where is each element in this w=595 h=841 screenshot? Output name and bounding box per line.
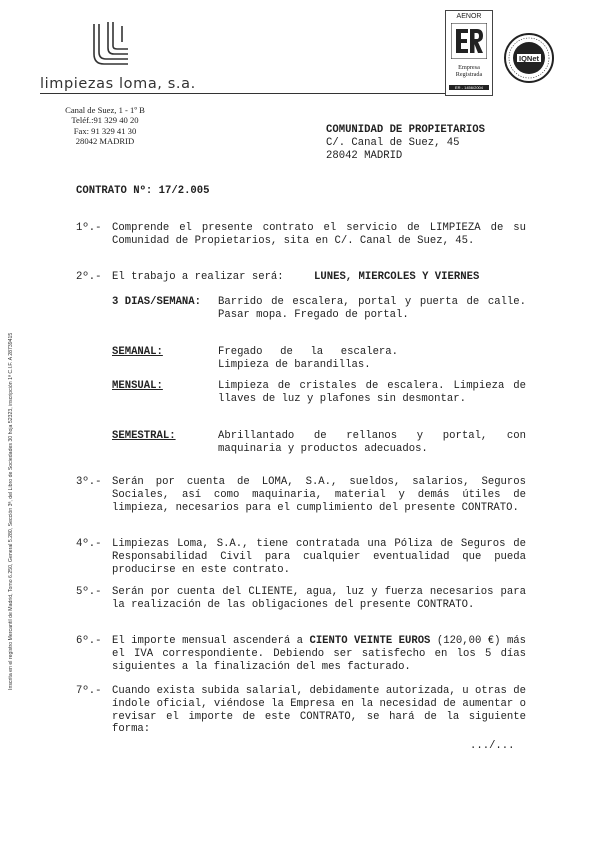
clause-3-number: 3º.- [76,476,102,488]
address-line-4: 28042 MADRID [75,136,135,147]
address-line-1: Canal de Suez, 1 - 1º B [65,105,145,115]
schedule-label: SEMANAL: [112,346,163,358]
iqnet-label: IQNet [518,54,540,63]
header-divider [40,93,445,94]
schedule-description: Fregado de la escalera. Limpieza de barandillas. [218,346,398,371]
address-line-2: Teléf.:91 329 40 20 [71,115,139,126]
clause-7 [76,685,526,736]
continuation-mark: .../... [470,740,515,752]
clause-4-number: 4º.- [76,538,102,550]
aenor-line-2: Registrada [455,71,483,78]
address-line-3: Fax: 91 329 41 30 [73,125,137,136]
schedule-description: Abrillantado de rellanos y portal, con maquinaria y productos adecuados. [218,430,526,455]
registry-note: Inscrita en el registro Mercantil de Madrid, Tomo 6.250, General 5.280, Sección 3ª, del Libro de Sociedades 30 hoja 52323, inscripción 1ª C.I.F. A 28739415 [8,332,14,690]
schedule-item-semestral [112,430,526,458]
clause-1-number: 1º.- [76,222,102,234]
schedule-description: Barrido de escalera, portal y puerta de calle. Pasar mopa. Fregado de portal. [218,296,526,321]
company-logo-icon [84,18,134,70]
clause-3-text: Serán por cuenta de LOMA, S.A., sueldos, salarios, Seguros Sociales, así como maquinaria, material y demás útiles de limpieza, necesarios para el cumplimiento del presente CONTRATO. [112,476,526,514]
clause-2-text: El trabajo a realizar será: [112,271,284,283]
aenor-title: AENOR [456,13,482,20]
contract-number: CONTRATO Nº: 17/2.005 [76,185,210,197]
clause-4 [76,538,526,576]
recipient-line-1: COMUNIDAD DE PROPIETARIOS [326,124,485,136]
clause-1-text: Comprende el presente contrato el servicio de LIMPIEZA de su Comunidad de Propietarios, sita en C/. Canal de Suez, 45. [112,222,526,247]
clause-1 [76,222,526,248]
recipient-line-3: 28042 MADRID [326,150,403,162]
schedule-item-3-dias [112,296,526,336]
aenor-certification [445,10,493,96]
clause-6-text-post: (120,00 €) más el IVA correspondiente. Debiendo ser satisfecho en los 5 días siguientes a la finalización del mes facturado. [112,635,527,673]
recipient-line-2: C/. Canal de Suez, 45 [326,137,460,149]
schedule-label: MENSUAL: [112,380,163,392]
clause-6-text-pre: El importe mensual ascenderá a [112,635,310,647]
recipient-block [326,124,485,163]
schedule-item-semanal [112,346,526,374]
clause-3 [76,476,526,514]
aenor-line-1: Empresa [458,64,480,71]
clause-5-number: 5º.- [76,586,102,598]
schedule-item-mensual [112,380,526,420]
iqnet-seal-icon [503,32,555,84]
aenor-code: ER - 1456/2004 [449,85,489,90]
clause-2 [76,271,526,284]
clause-2-days: LUNES, MIERCOLES Y VIERNES [314,271,480,283]
clause-7-text: Cuando exista subida salarial, debidamente autorizada, u otras de índole oficial, viéndose la Empresa en la necesidad de aumentar o revisar el importe de este CONTRATO, se hará de la siguiente forma: [112,685,526,736]
schedule-description: Limpieza de cristales de escalera. Limpieza de llaves de luz y plafones sin desmontar. [218,380,526,405]
clause-6 [76,635,526,673]
clause-6-number: 6º.- [76,635,102,647]
er-logo-icon [451,23,487,59]
clause-2-number: 2º.- [76,271,102,283]
clause-6-amount: CIENTO VEINTE EUROS [309,635,431,647]
schedule-label: 3 DIAS/SEMANA: [112,296,202,308]
company-address [40,105,170,147]
clause-7-number: 7º.- [76,685,102,697]
schedule-label: SEMESTRAL: [112,430,176,442]
clause-5 [76,586,526,612]
company-name: limpiezas loma, s.a. [40,76,196,92]
clause-5-text: Serán por cuenta del CLIENTE, agua, luz y fuerza necesarios para la realización de las obligaciones del presente CONTRATO. [112,586,526,611]
clause-4-text: Limpiezas Loma, S.A., tiene contratada una Póliza de Seguros de Responsabilidad Civil para cualquier eventualidad que pueda producirse en este contrato. [112,538,526,576]
